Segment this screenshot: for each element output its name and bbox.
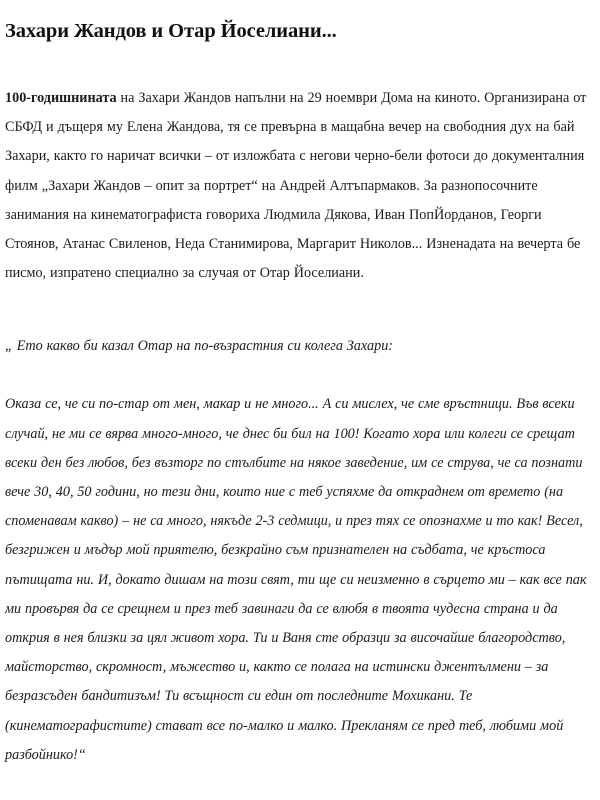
- intro-body-text: на Захари Жандов напълни на 29 ноември Дома на киното. Организирана от СБФД и дъщеря му Елена Жандова, тя се превърна в мащабна вечер на свободния дух на бай Захари, както го наричат всички – от изложбата с негови черно-бели фотоси до документалния филм „Захари Жандов – опит за портрет“ на Андрей Алтъпармаков. За разнопосочните занимания на кинематографиста говориха Людмила Дякова, Иван ПопЙорданов, Георги Стоянов, Атанас Свиленов, Неда Станимирова, Маргарит Николов... Изненадата на вечерта бе писмо, изпратено специално за случая от Отар Йоселиани.: [5, 90, 587, 282]
- quote-intro-line: „ Ето какво би казал Отар на по-възрастния си колега Захари:: [5, 338, 394, 354]
- page-title: Захари Жандов и Отар Йоселиани...: [5, 19, 337, 42]
- intro-paragraph: [5, 84, 590, 288]
- lead-in-text: 100-годишнината: [5, 90, 117, 106]
- article-intro-block: [5, 84, 590, 288]
- paragraph-spacer: [5, 361, 597, 390]
- quotation-block: [5, 332, 597, 770]
- quote-body-paragraph: Оказа се, че си по-стар от мен, макар и не много... А си мислех, че сме връстници. Във всеки случай, не ми се вярва много-много, че днес би бил на 100! Когато хора или колеги се срещат всеки ден без любов, без възторг по стълбите на някое заведение, им се струва, че са познати вече 30, 40, 50 години, но тези дни, които ние с теб успяхме да откраднем от времето (на споменавам какво) – не са много, някъде 2-3 седмици, и през тях се опознахме и то как! Весел, безгрижен и мъдър мой приятелю, безкрайно съм признателен на съдбата, че кръстоса пътищата ни. И, докато дишам на този свят, ти ще си неизменно в сърцето ми – как все пак ми провървя да се срещнем и през теб завинаги да се влюбя в твоята чудесна страна и да открия в нея близки за цял живот хора. Ти и Ваня сте образци за височайше благородство, майсторство, скромност, мъжество и, както се полага на истински джентълмени – за безразсъден бандитизъм! Ти всъщност си един от последните Мохикани. Те (кинематографистите) стават все по-малко и малко. Прекланям се пред теб, любими мой разбойнико!“: [5, 396, 587, 763]
